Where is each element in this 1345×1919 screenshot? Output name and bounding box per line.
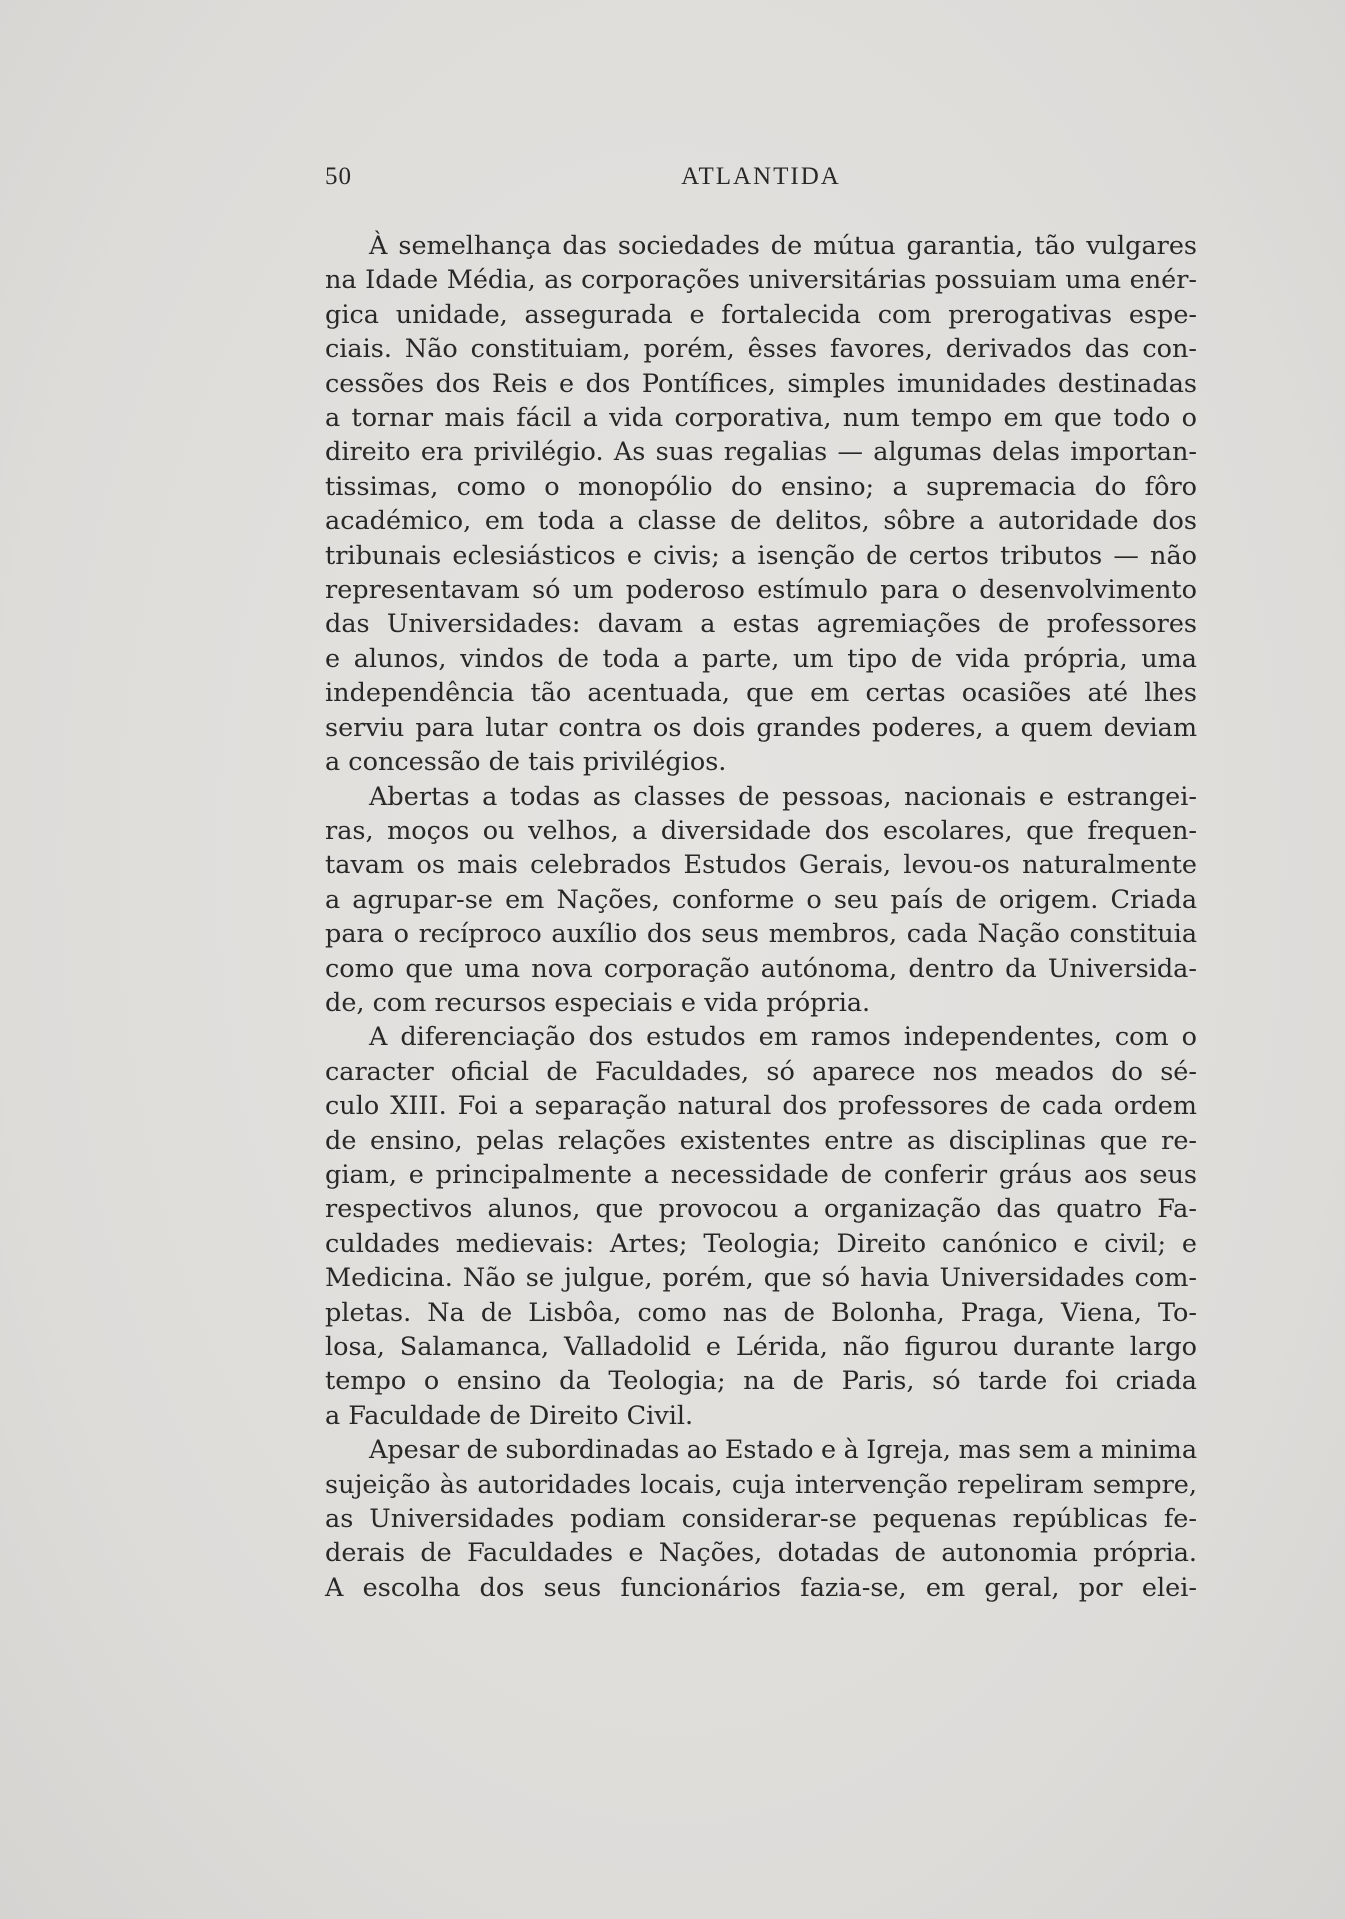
- text-line: académico, em toda a classe de delitos, sôbre a autoridade dos: [325, 506, 1197, 537]
- text-line: a concessão de tais privilégios.: [325, 747, 727, 778]
- text-line: ciais. Não constituiam, porém, êsses favores, derivados das con-: [325, 334, 1198, 365]
- text-line: derais de Faculdades e Nações, dotadas de autonomia própria.: [325, 1538, 1198, 1569]
- text-line: tribunais eclesiásticos e civis; a isenção de certos tributos — não: [325, 540, 1197, 571]
- text-line: À semelhança das sociedades de mútua garantia, tão vulgares: [369, 231, 1197, 261]
- text-line: culo XIII. Foi a separação natural dos professores de cada ordem: [325, 1091, 1197, 1122]
- text-line: como que uma nova corporação autónoma, dentro da Universida-: [325, 953, 1197, 984]
- text-line: Medicina. Não se julgue, porém, que só havia Universidades com-: [325, 1263, 1198, 1294]
- text-line: de ensino, pelas relações existentes entre as disciplinas que re-: [325, 1125, 1198, 1156]
- text-line: caracter oficial de Faculdades, só aparece nos meados do sé-: [325, 1056, 1198, 1087]
- text-line: tissimas, como o monopólio do ensino; a supremacia do fôro: [325, 471, 1197, 502]
- paragraph-1: [325, 229, 1197, 780]
- text-line: direito era privilégio. As suas regalias — algumas delas importan-: [325, 437, 1197, 468]
- text-line: serviu para lutar contra os dois grandes poderes, a quem deviam: [325, 712, 1197, 743]
- text-line: tempo o ensino da Teologia; na de Paris, só tarde foi criada: [325, 1366, 1197, 1397]
- text-line: gica unidade, assegurada e fortalecida com prerogativas espe-: [325, 299, 1198, 330]
- text-line: cessões dos Reis e dos Pontífices, simples imunidades destinadas: [325, 368, 1197, 399]
- text-line: sujeição às autoridades locais, cuja intervenção repeliram sempre,: [325, 1469, 1197, 1500]
- paragraph-2: [325, 780, 1197, 1021]
- page-number: 50: [325, 163, 352, 190]
- paragraph-4: [325, 1433, 1197, 1605]
- text-line: a tornar mais fácil a vida corporativa, num tempo em que todo o: [325, 403, 1197, 434]
- text-line: Abertas a todas as classes de pessoas, nacionais e estrangei-: [369, 781, 1197, 812]
- text-line: e alunos, vindos de toda a parte, um tipo de vida própria, uma: [325, 643, 1197, 674]
- running-head: [325, 163, 1197, 193]
- text-line: losa, Salamanca, Valladolid e Lérida, não figurou durante largo: [325, 1332, 1197, 1362]
- text-line: de, com recursos especiais e vida própria.: [325, 987, 871, 1018]
- text-line: independência tão acentuada, que em certas ocasiões até lhes: [325, 678, 1197, 709]
- journal-title: ATLANTIDA: [681, 163, 841, 190]
- text-line: respectivos alunos, que provocou a organização das quatro Fa-: [325, 1194, 1197, 1225]
- text-line: ras, moços ou velhos, a diversidade dos escolares, que frequen-: [325, 815, 1197, 846]
- text-line: representavam só um poderoso estímulo para o desenvolvimento: [325, 575, 1198, 606]
- text-line: tavam os mais celebrados Estudos Gerais, levou-os naturalmente: [325, 850, 1198, 881]
- paragraph-3: [325, 1020, 1197, 1433]
- text-line: pletas. Na de Lisbôa, como nas de Bolonha, Praga, Viena, To-: [325, 1297, 1198, 1328]
- text-line: A diferenciação dos estudos em ramos independentes, com o: [369, 1022, 1197, 1053]
- text-line: Apesar de subordinadas ao Estado e à Igreja, mas sem a minima: [369, 1435, 1197, 1466]
- text-line: as Universidades podiam considerar-se pequenas repúblicas fe-: [325, 1504, 1198, 1535]
- text-line: na Idade Média, as corporações universitárias possuiam uma enér-: [325, 265, 1198, 296]
- body-text: [325, 229, 1197, 1605]
- text-line: a agrupar-se em Nações, conforme o seu país de origem. Criada: [325, 884, 1198, 915]
- text-line: culdades medievais: Artes; Teologia; Direito canónico e civil; e: [325, 1228, 1198, 1259]
- text-line: giam, e principalmente a necessidade de conferir gráus aos seus: [325, 1159, 1197, 1190]
- text-line: das Universidades: davam a estas agremiações de professores: [325, 609, 1197, 640]
- text-line: a Faculdade de Direito Civil.: [325, 1400, 694, 1431]
- text-line: A escolha dos seus funcionários fazia-se, em geral, por elei-: [325, 1572, 1197, 1603]
- text-line: para o recíproco auxílio dos seus membros, cada Nação constituia: [325, 919, 1198, 950]
